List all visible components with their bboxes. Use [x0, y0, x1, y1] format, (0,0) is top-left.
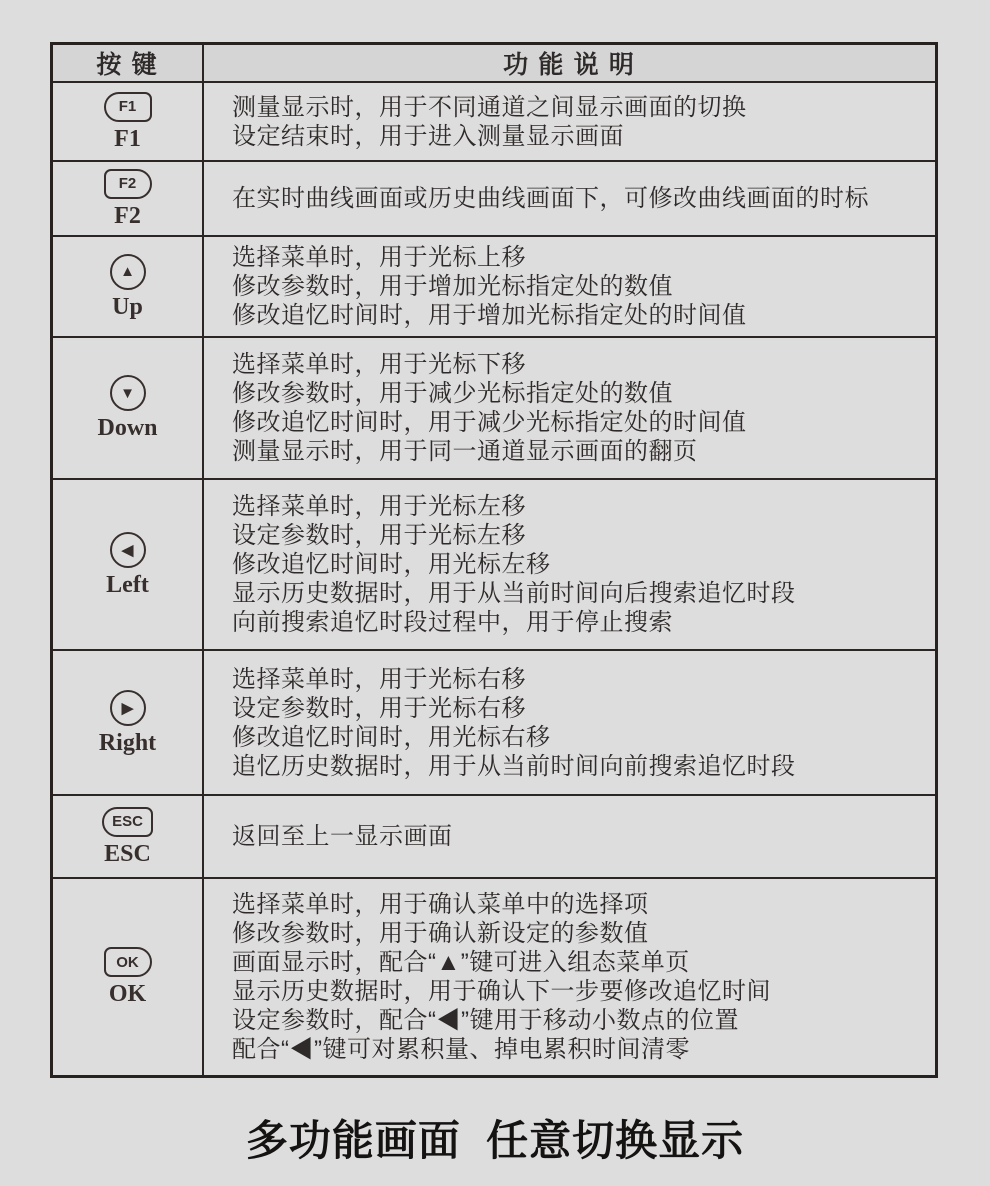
left-key-cell — [53, 480, 204, 649]
function-line: 修改追忆时间时，用于减少光标指定处的时间值 — [232, 409, 747, 436]
function-line: 选择菜单时，用于光标上移 — [232, 244, 526, 271]
function-line: 追忆历史数据时，用于从当前时间向前搜索追忆时段 — [232, 752, 796, 780]
key-function-table — [50, 42, 938, 1078]
function-line: 配合“◀”键可对累积量、掉电累积时间清零 — [232, 1036, 690, 1063]
f1-key-label: F1 — [114, 125, 141, 152]
up-key-cell — [53, 237, 204, 336]
table-row-f2 — [53, 160, 935, 235]
function-line: 返回至上一显示画面 — [232, 823, 453, 850]
left-arrow-icon: ◀ — [110, 532, 146, 568]
table-row-up — [53, 235, 935, 336]
function-line: 设定参数时，用于光标左移 — [232, 522, 526, 549]
header-function-label: 功 能 说 明 — [503, 52, 636, 79]
f2-function-cell — [204, 162, 935, 235]
function-line: 修改参数时，用于减少光标指定处的数值 — [232, 380, 673, 407]
function-line: 设定参数时，配合“◀”键用于移动小数点的位置 — [232, 1007, 739, 1034]
ok-key-icon: OK — [104, 947, 152, 977]
function-line: 修改追忆时间时，用光标右移 — [232, 723, 551, 751]
ok-key-label: OK — [108, 981, 147, 1007]
function-line: 修改参数时，用于增加光标指定处的数值 — [232, 273, 673, 300]
function-line: 在实时曲线画面或历史曲线画面下，可修改曲线画面的时标 — [232, 185, 869, 212]
table-row-right — [53, 649, 935, 794]
right-key-cell — [53, 651, 204, 794]
right-key-label: Right — [98, 729, 157, 756]
header-key-label: 按 键 — [96, 52, 159, 79]
up-key-label: Up — [112, 293, 143, 320]
down-key-label: Down — [97, 415, 158, 441]
up-arrow-icon: ▲ — [110, 254, 146, 290]
table-row-f1 — [53, 81, 935, 160]
left-key-label: Left — [106, 571, 149, 598]
function-line: 测量显示时，用于不同通道之间显示画面的切换 — [232, 93, 747, 121]
table-row-down — [53, 336, 935, 478]
function-line: 修改追忆时间时，用于增加光标指定处的时间值 — [232, 302, 747, 329]
function-line: 选择菜单时，用于光标下移 — [232, 351, 526, 378]
table-row-ok — [53, 877, 935, 1075]
down-key-cell — [53, 338, 204, 478]
table-row-left — [53, 478, 935, 649]
table-row-esc — [53, 794, 935, 877]
function-line: 测量显示时，用于同一通道显示画面的翻页 — [232, 438, 698, 465]
page-caption: 多功能画面 任意切换显示 — [245, 1117, 745, 1164]
function-line: 设定参数时，用于光标右移 — [232, 694, 526, 722]
function-line: 修改追忆时间时，用光标左移 — [232, 551, 551, 578]
esc-function-cell — [204, 796, 935, 877]
function-line: 设定结束时，用于进入测量显示画面 — [232, 122, 624, 150]
down-function-cell — [204, 338, 935, 478]
ok-function-cell — [204, 879, 935, 1075]
left-function-cell — [204, 480, 935, 649]
function-line: 显示历史数据时，用于确认下一步要修改追忆时间 — [232, 978, 771, 1005]
table-header-row — [53, 45, 935, 81]
function-line: 选择菜单时，用于确认菜单中的选择项 — [232, 891, 649, 918]
f2-key-icon: F2 — [104, 169, 152, 199]
f1-function-cell — [204, 83, 935, 160]
function-line: 修改参数时，用于确认新设定的参数值 — [232, 920, 649, 947]
function-line: 画面显示时，配合“▲”键可进入组态菜单页 — [232, 949, 690, 976]
header-function-cell — [204, 45, 935, 81]
f1-key-cell — [53, 83, 204, 160]
esc-key-icon: ESC — [102, 807, 153, 837]
function-line: 显示历史数据时，用于从当前时间向后搜索追忆时段 — [232, 580, 796, 607]
f2-key-cell — [53, 162, 204, 235]
function-line: 选择菜单时，用于光标左移 — [232, 493, 526, 520]
esc-key-label: ESC — [104, 840, 151, 867]
up-function-cell — [204, 237, 935, 336]
function-line: 向前搜索追忆时段过程中，用于停止搜索 — [232, 609, 673, 636]
right-arrow-icon: ▶ — [110, 690, 146, 726]
f2-key-label: F2 — [114, 202, 141, 229]
header-key-cell — [53, 45, 204, 81]
ok-key-cell — [53, 879, 204, 1075]
right-function-cell — [204, 651, 935, 794]
function-line: 选择菜单时，用于光标右移 — [232, 665, 526, 693]
esc-key-cell — [53, 796, 204, 877]
f1-key-icon: F1 — [104, 92, 152, 122]
down-arrow-icon: ▼ — [110, 375, 146, 411]
